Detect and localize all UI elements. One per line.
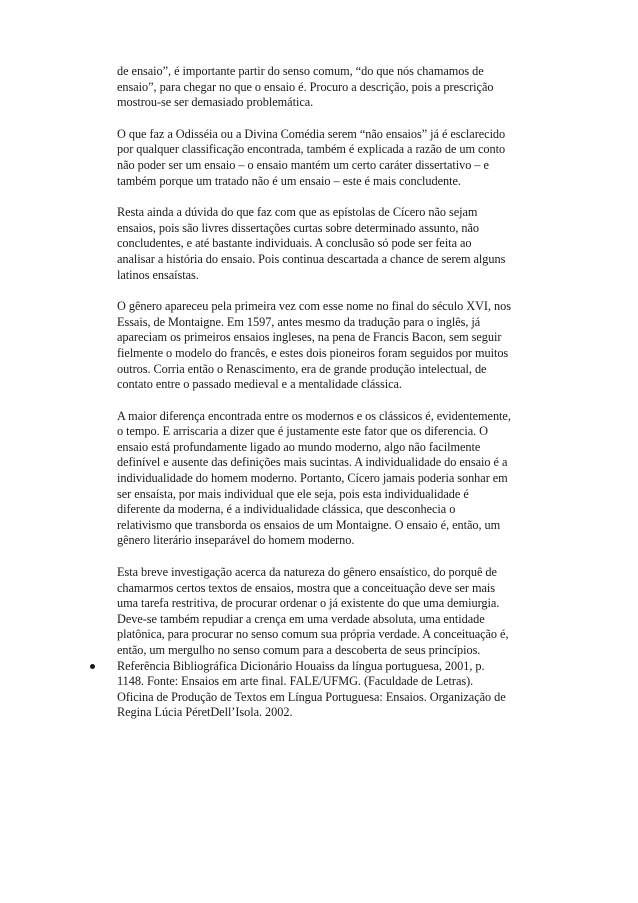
document-body (117, 64, 551, 721)
text-line: uma tarefa restritiva, de procurar ordenar o já existente do que uma demiurgia. (117, 596, 500, 611)
paragraph-1 (117, 64, 551, 111)
text-line: apareciam os primeiros ensaios ingleses, na pena de Francis Bacon, sem seguir (117, 330, 502, 345)
paragraph-6 (117, 565, 551, 659)
text-line: ser ensaísta, por mais individual que ele seja, pois esta individualidade é (117, 486, 469, 501)
text-line: 1148. Fonte: Ensaios em arte final. FALE/UFMG. (Faculdade de Letras). (117, 674, 474, 689)
text-line: Deve-se também repudiar a crença em uma verdade absoluta, uma entidade (117, 611, 485, 626)
text-line: o tempo. E arriscaria a dizer que é justamente este fator que os diferencia. O (117, 424, 488, 439)
text-line: contato entre o passado medieval e a mentalidade clássica. (117, 377, 402, 392)
text-line: individualidade do homem moderno. Portanto, Cícero jamais poderia sonhar em (117, 471, 508, 486)
text-line: fielmente o modelo do francês, e estes dois pioneiros foram seguidos por muitos (117, 345, 509, 360)
text-line: Regina Lúcia PéretDell’Isola. 2002. (117, 705, 293, 720)
text-line: ensaio está profundamente ligado ao mundo moderno, algo não facilmente (117, 439, 481, 454)
text-line: O que faz a Odisséia ou a Divina Comédia serem “não ensaios” já é esclarecido (117, 126, 506, 141)
text-line: então, um mergulho no senso comum para a descoberta de seus princípios. (117, 643, 481, 657)
text-line: não poder ser um ensaio – o ensaio mantém um certo caráter dissertativo – e (117, 157, 489, 172)
text-line: Essais, de Montaigne. Em 1597, antes mesmo da tradução para o inglês, já (117, 314, 481, 329)
text-line: também porque um tratado não é um ensaio – este é mais concludente. (117, 173, 461, 188)
paragraph-4 (117, 299, 551, 393)
text-line: por qualquer classificação encontrada, também é explicada a razão de um conto (117, 142, 506, 157)
text-line: diferente da moderna, é a individualidade clássica, que desconhecia o (117, 502, 456, 517)
paragraph-2 (117, 127, 551, 189)
paragraph-5 (117, 409, 551, 549)
text-line: ensaio”, para chegar no que o ensaio é. Procuro a descrição, pois a prescrição (117, 79, 494, 94)
reference-bullet-item (117, 659, 551, 721)
text-line: Referência Bibliográfica Dicionário Houaiss da língua portuguesa, 2001, p. (117, 658, 485, 673)
text-line: ensaios, pois são livres dissertações curtas sobre determinado assunto, não (117, 220, 479, 235)
text-line: O gênero apareceu pela primeira vez com esse nome no final do século XVI, nos (117, 299, 511, 314)
text-line: de ensaio”, é importante partir do senso comum, “do que nós chamamos de (117, 64, 484, 78)
text-line: platônica, para procurar no senso comum sua própria verdade. A conceituação é, (117, 627, 509, 642)
text-line: analisar a história do ensaio. Pois continua descartada a chance de serem alguns (117, 251, 506, 266)
text-line: mostrou-se ser demasiado problemática. (117, 95, 314, 110)
text-line: definível e ausente das definições mais sucintas. A individualidade do ensaio é a (117, 455, 508, 470)
text-line: latinos ensaístas. (117, 267, 199, 282)
text-line: chamarmos certos textos de ensaios, mostra que a conceituação deve ser mais (117, 580, 495, 595)
text-line: gênero literário inseparável do homem moderno. (117, 533, 355, 548)
text-line: relativismo que transborda os ensaios de um Montaigne. O ensaio é, então, um (117, 517, 501, 532)
text-line: A maior diferença encontrada entre os modernos e os clássicos é, evidentemente, (117, 408, 511, 423)
bullet-icon (90, 664, 95, 669)
paragraph-3 (117, 205, 551, 283)
text-line: Oficina de Produção de Textos em Língua Portuguesa: Ensaios. Organização de (117, 689, 506, 704)
text-line: outros. Corria então o Renascimento, era de grande produção intelectual, de (117, 361, 487, 376)
text-line: Resta ainda a dúvida do que faz com que as epístolas de Cícero não sejam (117, 205, 478, 220)
text-line: Esta breve investigação acerca da natureza do gênero ensaístico, do porquê de (117, 565, 497, 580)
text-line: concludentes, e até bastante individuais. A conclusão só pode ser feita ao (117, 236, 472, 251)
